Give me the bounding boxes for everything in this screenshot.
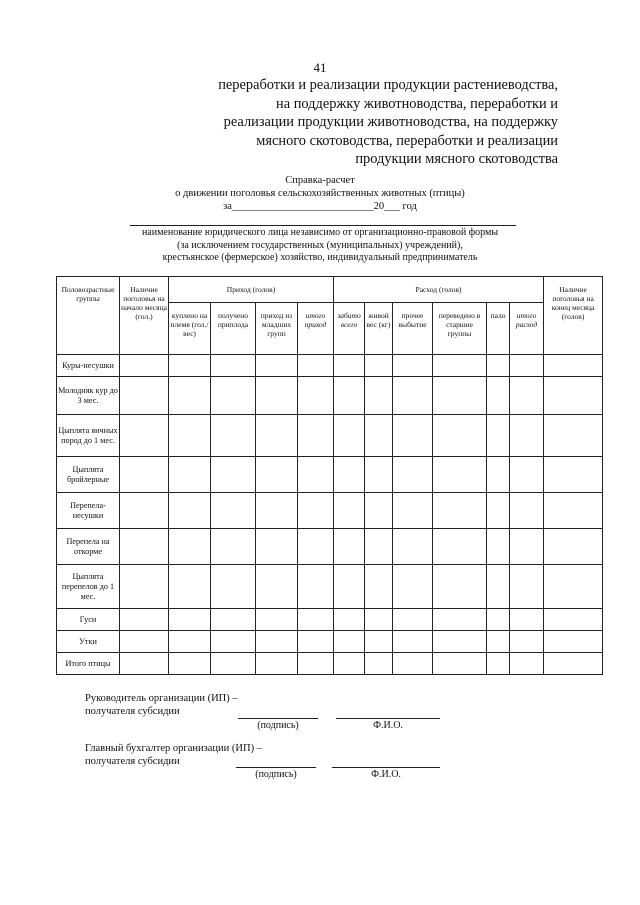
table-cell[interactable]	[544, 493, 603, 529]
table-cell[interactable]	[393, 457, 433, 493]
row-label: Перепела на откорме	[57, 529, 120, 565]
row-label: Цыплята бройлерные	[57, 457, 120, 493]
table-cell[interactable]	[256, 609, 298, 631]
table-cell[interactable]	[393, 529, 433, 565]
table-cell[interactable]	[169, 493, 211, 529]
table-cell[interactable]	[211, 493, 256, 529]
table-cell[interactable]	[120, 355, 169, 377]
table-cell[interactable]	[298, 493, 334, 529]
accountant-label-line: Главный бухгалтер организации (ИП) –	[85, 743, 262, 754]
table-cell[interactable]	[211, 529, 256, 565]
header-text	[218, 76, 558, 169]
table-row	[57, 565, 603, 609]
head-signature-line[interactable]	[238, 718, 318, 719]
table-cell[interactable]	[334, 493, 365, 529]
table-cell[interactable]	[211, 457, 256, 493]
table-cell[interactable]	[433, 493, 487, 529]
table-cell[interactable]	[487, 355, 510, 377]
table-cell[interactable]	[365, 415, 393, 457]
table-cell[interactable]	[393, 415, 433, 457]
table-cell[interactable]	[393, 609, 433, 631]
col-header-died: пало	[487, 303, 510, 355]
accountant-name-line[interactable]	[332, 767, 440, 768]
head-name-line[interactable]	[336, 718, 440, 719]
header-line: продукции мясного скотоводства	[355, 151, 558, 168]
table-cell[interactable]	[298, 609, 334, 631]
table-cell[interactable]	[510, 415, 544, 457]
table-cell[interactable]	[510, 493, 544, 529]
table-cell[interactable]	[298, 565, 334, 609]
table-cell[interactable]	[169, 631, 211, 653]
table-cell[interactable]	[510, 653, 544, 675]
table-cell[interactable]	[169, 457, 211, 493]
table-row	[57, 415, 603, 457]
col-header-end: Наличие поголовья на конец месяца (голов)	[544, 277, 603, 355]
table-cell[interactable]	[298, 653, 334, 675]
table-cell[interactable]	[120, 631, 169, 653]
table-cell[interactable]	[544, 457, 603, 493]
table-cell[interactable]	[298, 529, 334, 565]
col-header-income: Приход (голов)	[169, 277, 334, 303]
row-label: Цыплята перепелов до 1 мес.	[57, 565, 120, 609]
table-cell[interactable]	[256, 565, 298, 609]
table-cell[interactable]	[487, 529, 510, 565]
accountant-signature-caption: (подпись)	[255, 769, 297, 780]
table-cell[interactable]	[256, 355, 298, 377]
table-cell[interactable]	[120, 377, 169, 415]
table-cell[interactable]	[365, 457, 393, 493]
period-field: за___________________________20___ год	[223, 201, 417, 212]
table-cell[interactable]	[365, 377, 393, 415]
accountant-name-caption: Ф.И.О.	[371, 769, 401, 780]
table-cell[interactable]	[393, 493, 433, 529]
table-cell[interactable]	[365, 631, 393, 653]
table-cell[interactable]	[169, 653, 211, 675]
document-subtitle: о движении поголовья сельскохозяйственных животных (птицы)	[175, 188, 465, 199]
table-cell[interactable]	[510, 565, 544, 609]
header-line: мясного скотоводства, переработки и реализации	[256, 132, 558, 149]
table-cell[interactable]	[365, 653, 393, 675]
table-cell[interactable]	[334, 355, 365, 377]
table-cell[interactable]	[544, 565, 603, 609]
accountant-signature-label	[85, 742, 262, 768]
table-cell[interactable]	[433, 609, 487, 631]
accountant-signature-line[interactable]	[236, 767, 316, 768]
org-desc-line: наименование юридического лица независимо от организационно-правовой формы	[141, 227, 499, 238]
table-cell[interactable]	[393, 377, 433, 415]
table-cell[interactable]	[298, 457, 334, 493]
header-line: на поддержку животноводства, переработки и	[276, 95, 558, 112]
table-row	[57, 493, 603, 529]
document-title: Справка-расчет	[285, 175, 355, 186]
table-cell[interactable]	[487, 653, 510, 675]
table-cell[interactable]	[510, 377, 544, 415]
table-cell[interactable]	[433, 631, 487, 653]
table-cell[interactable]	[365, 529, 393, 565]
table-cell[interactable]	[433, 529, 487, 565]
table-cell[interactable]	[334, 565, 365, 609]
table-cell[interactable]	[334, 457, 365, 493]
table-cell[interactable]	[365, 565, 393, 609]
table-row	[57, 457, 603, 493]
table-cell[interactable]	[120, 565, 169, 609]
col-header-start: Наличие поголовья на начало месяца (гол.)	[120, 277, 169, 355]
org-desc-line: (за исключением государственных (муниципальных) учреждений),	[177, 239, 463, 251]
row-label: Гуси	[57, 609, 120, 631]
table-cell[interactable]	[510, 609, 544, 631]
table-cell[interactable]	[433, 565, 487, 609]
row-label: Цыплята яичных пород до 1 мес.	[57, 415, 120, 457]
table-cell[interactable]	[211, 565, 256, 609]
table-cell[interactable]	[334, 631, 365, 653]
table-cell[interactable]	[211, 653, 256, 675]
col-header-offspring: получено приплода	[211, 303, 256, 355]
table-cell[interactable]	[298, 377, 334, 415]
table-cell[interactable]	[169, 415, 211, 457]
org-description	[0, 227, 640, 265]
head-name-caption: Ф.И.О.	[373, 720, 403, 731]
col-header-slaughtered: забито всего	[334, 303, 365, 355]
table-cell[interactable]	[487, 415, 510, 457]
col-header-expense: Расход (голов)	[334, 277, 544, 303]
table-cell[interactable]	[365, 609, 393, 631]
table-cell[interactable]	[169, 377, 211, 415]
row-label: Утки	[57, 631, 120, 653]
table-row	[57, 609, 603, 631]
table-cell[interactable]	[487, 609, 510, 631]
table-cell[interactable]	[487, 493, 510, 529]
table-cell[interactable]	[256, 377, 298, 415]
table-cell[interactable]	[544, 631, 603, 653]
table-cell[interactable]	[365, 355, 393, 377]
table-cell[interactable]	[334, 377, 365, 415]
accountant-label-line: получателя субсидии	[85, 756, 180, 767]
table-cell[interactable]	[169, 355, 211, 377]
table-cell[interactable]	[256, 653, 298, 675]
livestock-table	[56, 276, 603, 675]
table-cell[interactable]	[433, 653, 487, 675]
row-label: Молодняк кур до 3 мес.	[57, 377, 120, 415]
table-cell[interactable]	[487, 377, 510, 415]
col-header-other-disposal: прочее выбытие	[393, 303, 433, 355]
table-cell[interactable]	[433, 457, 487, 493]
col-header-live-weight: живой вес (кг)	[365, 303, 393, 355]
table-cell[interactable]	[510, 457, 544, 493]
table-cell[interactable]	[120, 457, 169, 493]
header-line: переработки и реализации продукции растениеводства,	[218, 77, 558, 93]
table-cell[interactable]	[211, 609, 256, 631]
table-cell[interactable]	[298, 355, 334, 377]
table-cell[interactable]	[487, 565, 510, 609]
table-cell[interactable]	[510, 631, 544, 653]
table-row	[57, 377, 603, 415]
table-cell[interactable]	[544, 415, 603, 457]
row-label: Итого птицы	[57, 653, 120, 675]
col-header-from-younger: приход из младших групп	[256, 303, 298, 355]
table-cell[interactable]	[211, 355, 256, 377]
table-cell[interactable]	[298, 631, 334, 653]
table-cell[interactable]	[256, 415, 298, 457]
table-cell[interactable]	[256, 529, 298, 565]
table-cell[interactable]	[544, 653, 603, 675]
table-cell[interactable]	[211, 631, 256, 653]
table-cell[interactable]	[365, 493, 393, 529]
org-desc-line: крестьянское (фермерское) хозяйство, индивидуальный предприниматель	[162, 252, 478, 264]
table-cell[interactable]	[334, 529, 365, 565]
table-cell[interactable]	[169, 609, 211, 631]
head-signature-label	[85, 692, 238, 718]
org-name-line	[130, 225, 516, 226]
table-cell[interactable]	[393, 653, 433, 675]
table-cell[interactable]	[544, 355, 603, 377]
header-line: реализации продукции животноводства, на поддержку	[223, 114, 558, 131]
table-cell[interactable]	[120, 609, 169, 631]
table-cell[interactable]	[334, 653, 365, 675]
table-cell[interactable]	[334, 609, 365, 631]
table-cell[interactable]	[510, 355, 544, 377]
row-label: Перепела-несушки	[57, 493, 120, 529]
table-cell[interactable]	[544, 609, 603, 631]
col-header-to-older: переведено в старшие группы	[433, 303, 487, 355]
table-cell[interactable]	[393, 631, 433, 653]
table-row	[57, 653, 603, 675]
table-cell[interactable]	[256, 631, 298, 653]
table-cell[interactable]	[487, 457, 510, 493]
table-cell[interactable]	[120, 493, 169, 529]
table-cell[interactable]	[510, 529, 544, 565]
head-label-line: Руководитель организации (ИП) –	[85, 693, 238, 704]
table-cell[interactable]	[211, 415, 256, 457]
col-header-group: Половозрастные группы	[57, 277, 120, 355]
table-cell[interactable]	[433, 355, 487, 377]
table-cell[interactable]	[211, 377, 256, 415]
table-cell[interactable]	[256, 457, 298, 493]
table-cell[interactable]	[487, 631, 510, 653]
table-cell[interactable]	[169, 529, 211, 565]
table-row	[57, 355, 603, 377]
col-header-purchased: куплено на племя (гол./вес)	[169, 303, 211, 355]
table-cell[interactable]	[393, 565, 433, 609]
col-header-income-total: итого приход	[298, 303, 334, 355]
table-cell[interactable]	[169, 565, 211, 609]
table-cell[interactable]	[433, 415, 487, 457]
table-cell[interactable]	[256, 493, 298, 529]
col-header-expense-total: итого расход	[510, 303, 544, 355]
table-cell[interactable]	[544, 377, 603, 415]
table-cell[interactable]	[433, 377, 487, 415]
row-label: Куры-несушки	[57, 355, 120, 377]
head-signature-caption: (подпись)	[257, 720, 299, 731]
table-cell[interactable]	[120, 653, 169, 675]
page-number: 41	[313, 60, 327, 75]
table-row	[57, 529, 603, 565]
table-cell[interactable]	[298, 415, 334, 457]
table-cell[interactable]	[393, 355, 433, 377]
table-row	[57, 631, 603, 653]
table-cell[interactable]	[120, 415, 169, 457]
table-cell[interactable]	[544, 529, 603, 565]
table-cell[interactable]	[334, 415, 365, 457]
head-label-line: получателя субсидии	[85, 706, 180, 717]
table-cell[interactable]	[120, 529, 169, 565]
